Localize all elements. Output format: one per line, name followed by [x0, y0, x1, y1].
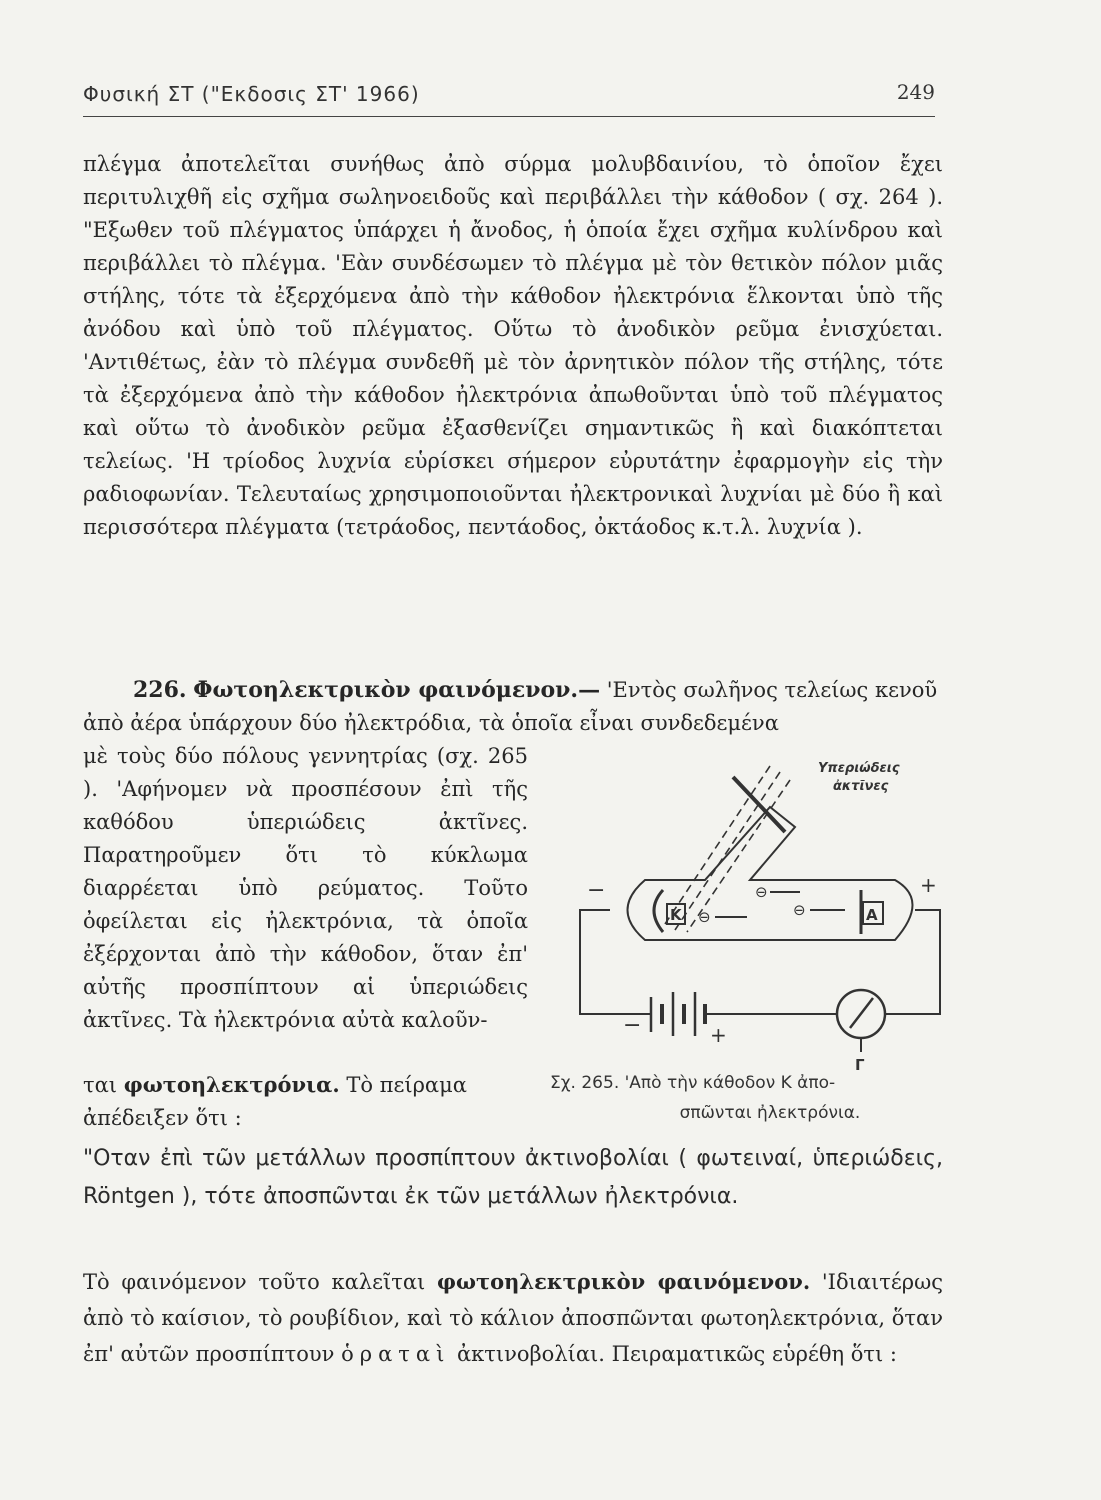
- tube-window: [733, 777, 785, 832]
- battery-minus: −: [623, 1013, 642, 1038]
- running-title: Φυσική ΣΤ ("Εκδοσις ΣΤ' 1966): [83, 82, 420, 106]
- cathode-plate: [654, 890, 663, 932]
- galvanometer-needle: [850, 998, 873, 1028]
- electron-3: ⊖: [793, 901, 806, 919]
- page-header: [83, 80, 935, 117]
- electron-1: ⊖: [755, 883, 768, 901]
- para3-pre: Τὸ φαινόμενον τοῦτο καλεῖται: [83, 1270, 438, 1294]
- anode-label: A: [866, 906, 878, 924]
- tail-post: Τὸ πείραμα ἀπέδειξεν ὅτι :: [83, 1073, 467, 1130]
- battery: [651, 992, 705, 1036]
- uv-label-2: ἀκτῖνες: [833, 779, 889, 794]
- tube-plus: +: [920, 873, 937, 897]
- wire-left: [580, 910, 651, 1014]
- para3-mid: 'Ιδιαιτέρως ἀπὸ τὸ καίσιον, τὸ ρουβίδιον, καὶ τὸ κάλιον ἀποσπῶνται φωτοηλεκτρόνια, ὅταν ἐπ' αὐτῶν προσπίπτουν: [83, 1270, 944, 1366]
- galvanometer-label: Γ: [855, 1056, 865, 1072]
- term-visible: ὁραταὶ: [341, 1342, 451, 1366]
- wire-right: [885, 910, 940, 1014]
- cathode-label: K: [670, 906, 682, 924]
- term-photoelectric-effect: φωτοηλεκτρικὸν φαινόμενον.: [437, 1269, 811, 1294]
- paragraph-experiment-end: [83, 1068, 543, 1135]
- page-number: 249: [896, 80, 935, 104]
- caption-line-2: σπῶνται ἠλεκτρόνια.: [679, 1103, 861, 1123]
- para3-post: ἀκτινοβολίαι. Πειραματικῶς εὑρέθη ὅτι :: [450, 1342, 897, 1366]
- section-title: Φωτοηλεκτρικὸν φαινόμενον.—: [193, 677, 601, 703]
- section-226: [83, 674, 943, 740]
- uv-rays: [665, 766, 790, 932]
- caption-line-1: Σχ. 265. 'Απὸ τὴν κάθοδον Κ ἀπο-: [550, 1073, 836, 1093]
- paragraph-definition: [83, 1264, 943, 1372]
- tube-minus: −: [587, 878, 606, 903]
- figure-265: [575, 752, 950, 1072]
- paragraph-experiment: μὲ τοὺς δύο πόλους γεννητρίας (σχ. 265 ). 'Αφήνομεν νὰ προσπέσουν ἐπὶ τῆς καθόδου ὑπεριώδεις ἀκτῖνες. Παρατηροῦμεν ὅτι τὸ κύκλωμα διαρρέεται ὑπὸ ρεύματος. Τοῦτο ὀφείλεται εἰς ἠλεκτρόνια, τὰ ὁποῖα ἐξέρχονται ἀπὸ τὴν κάθοδον, ὅταν ἐπ' αὐτῆς προσπίπτουν αἱ ὑπεριώδεις ἀκτῖνες. Τὰ ἠλεκτρόνια αὐτὰ καλοῦν-: [83, 744, 528, 1032]
- figure-caption: [550, 1068, 950, 1128]
- battery-plus: +: [710, 1023, 727, 1047]
- tail-pre: ται: [83, 1073, 124, 1097]
- uv-label-1: Υπεριώδεις: [818, 761, 900, 776]
- paragraph-triode: πλέγμα ἀποτελεῖται συνήθως ἀπὸ σύρμα μολυβδαινίου, τὸ ὁποῖον ἔχει περιτυλιχθῆ εἰς σχῆμα σωληνοειδοῦς καὶ περιβάλλει τὴν κάθοδον ( σχ. 264 ). "Εξωθεν τοῦ πλέγματος ὑπάρχει ἡ ἄνοδος, ἡ ὁποία ἔχει σχῆμα κυλίνδρου καὶ περιβάλλει τὸ πλέγμα. 'Εὰν συνδέσωμεν τὸ πλέγμα μὲ τὸν θετικὸν πόλον μιᾶς στήλης, τότε τὰ ἐξερχόμενα ἀπὸ τὴν κάθοδον ἠλεκτρόνια ἕλκονται ὑπὸ τῆς ἀνόδου καὶ ὑπὸ τοῦ πλέγματος. Οὕτω τὸ ἀνοδικὸν ρεῦμα ἐνισχύεται. 'Αντιθέτως, ἐὰν τὸ πλέγμα συνδεθῆ μὲ τὸν ἀρνητικὸν πόλον τῆς στήλης, τότε τὰ ἐξερχόμενα ἀπὸ τὴν κάθοδον ἠλεκτρόνια ἀπωθοῦνται ὑπὸ τοῦ πλέγματος καὶ οὕτω τὸ ἀνοδικὸν ρεῦμα ἐξασθενίζει σημαντικῶς ἢ καὶ διακόπτεται τελείως. 'Η τρίοδος λυχνία εὑρίσκει σήμερον εὐρυτάτην ἐφαρμογὴν εἰς τὴν ραδιοφωνίαν. Τελευταίως χρησιμοποιοῦνται ἠλεκτρονικαὶ λυχνίαι μὲ δύο ἢ καὶ περισσότερα πλέγματα (τετράοδος, πεντάοδος, ὀκτάοδος κ.τ.λ. λυχνία ).: [83, 152, 943, 539]
- section-number: 226.: [133, 677, 187, 703]
- term-photoelectrons: φωτοηλεκτρόνια.: [123, 1072, 340, 1097]
- photoelectric-law: "Οταν ἐπὶ τῶν μετάλλων προσπίπτουν ἀκτινοβολίαι ( φωτειναί, ὑπεριώδεις, Röntgen ), τότε ἀποσπῶνται ἐκ τῶν μετάλλων ἠλεκτρόνια.: [83, 1146, 943, 1209]
- electron-2: ⊖: [698, 908, 711, 926]
- section-intro: 'Εντὸς σωλῆνος τελείως κενοῦ ἀπὸ ἀέρα ὑπάρχουν δύο ἠλεκτρόδια, τὰ ὁποῖα εἶναι συνδεδεμένα: [83, 678, 938, 735]
